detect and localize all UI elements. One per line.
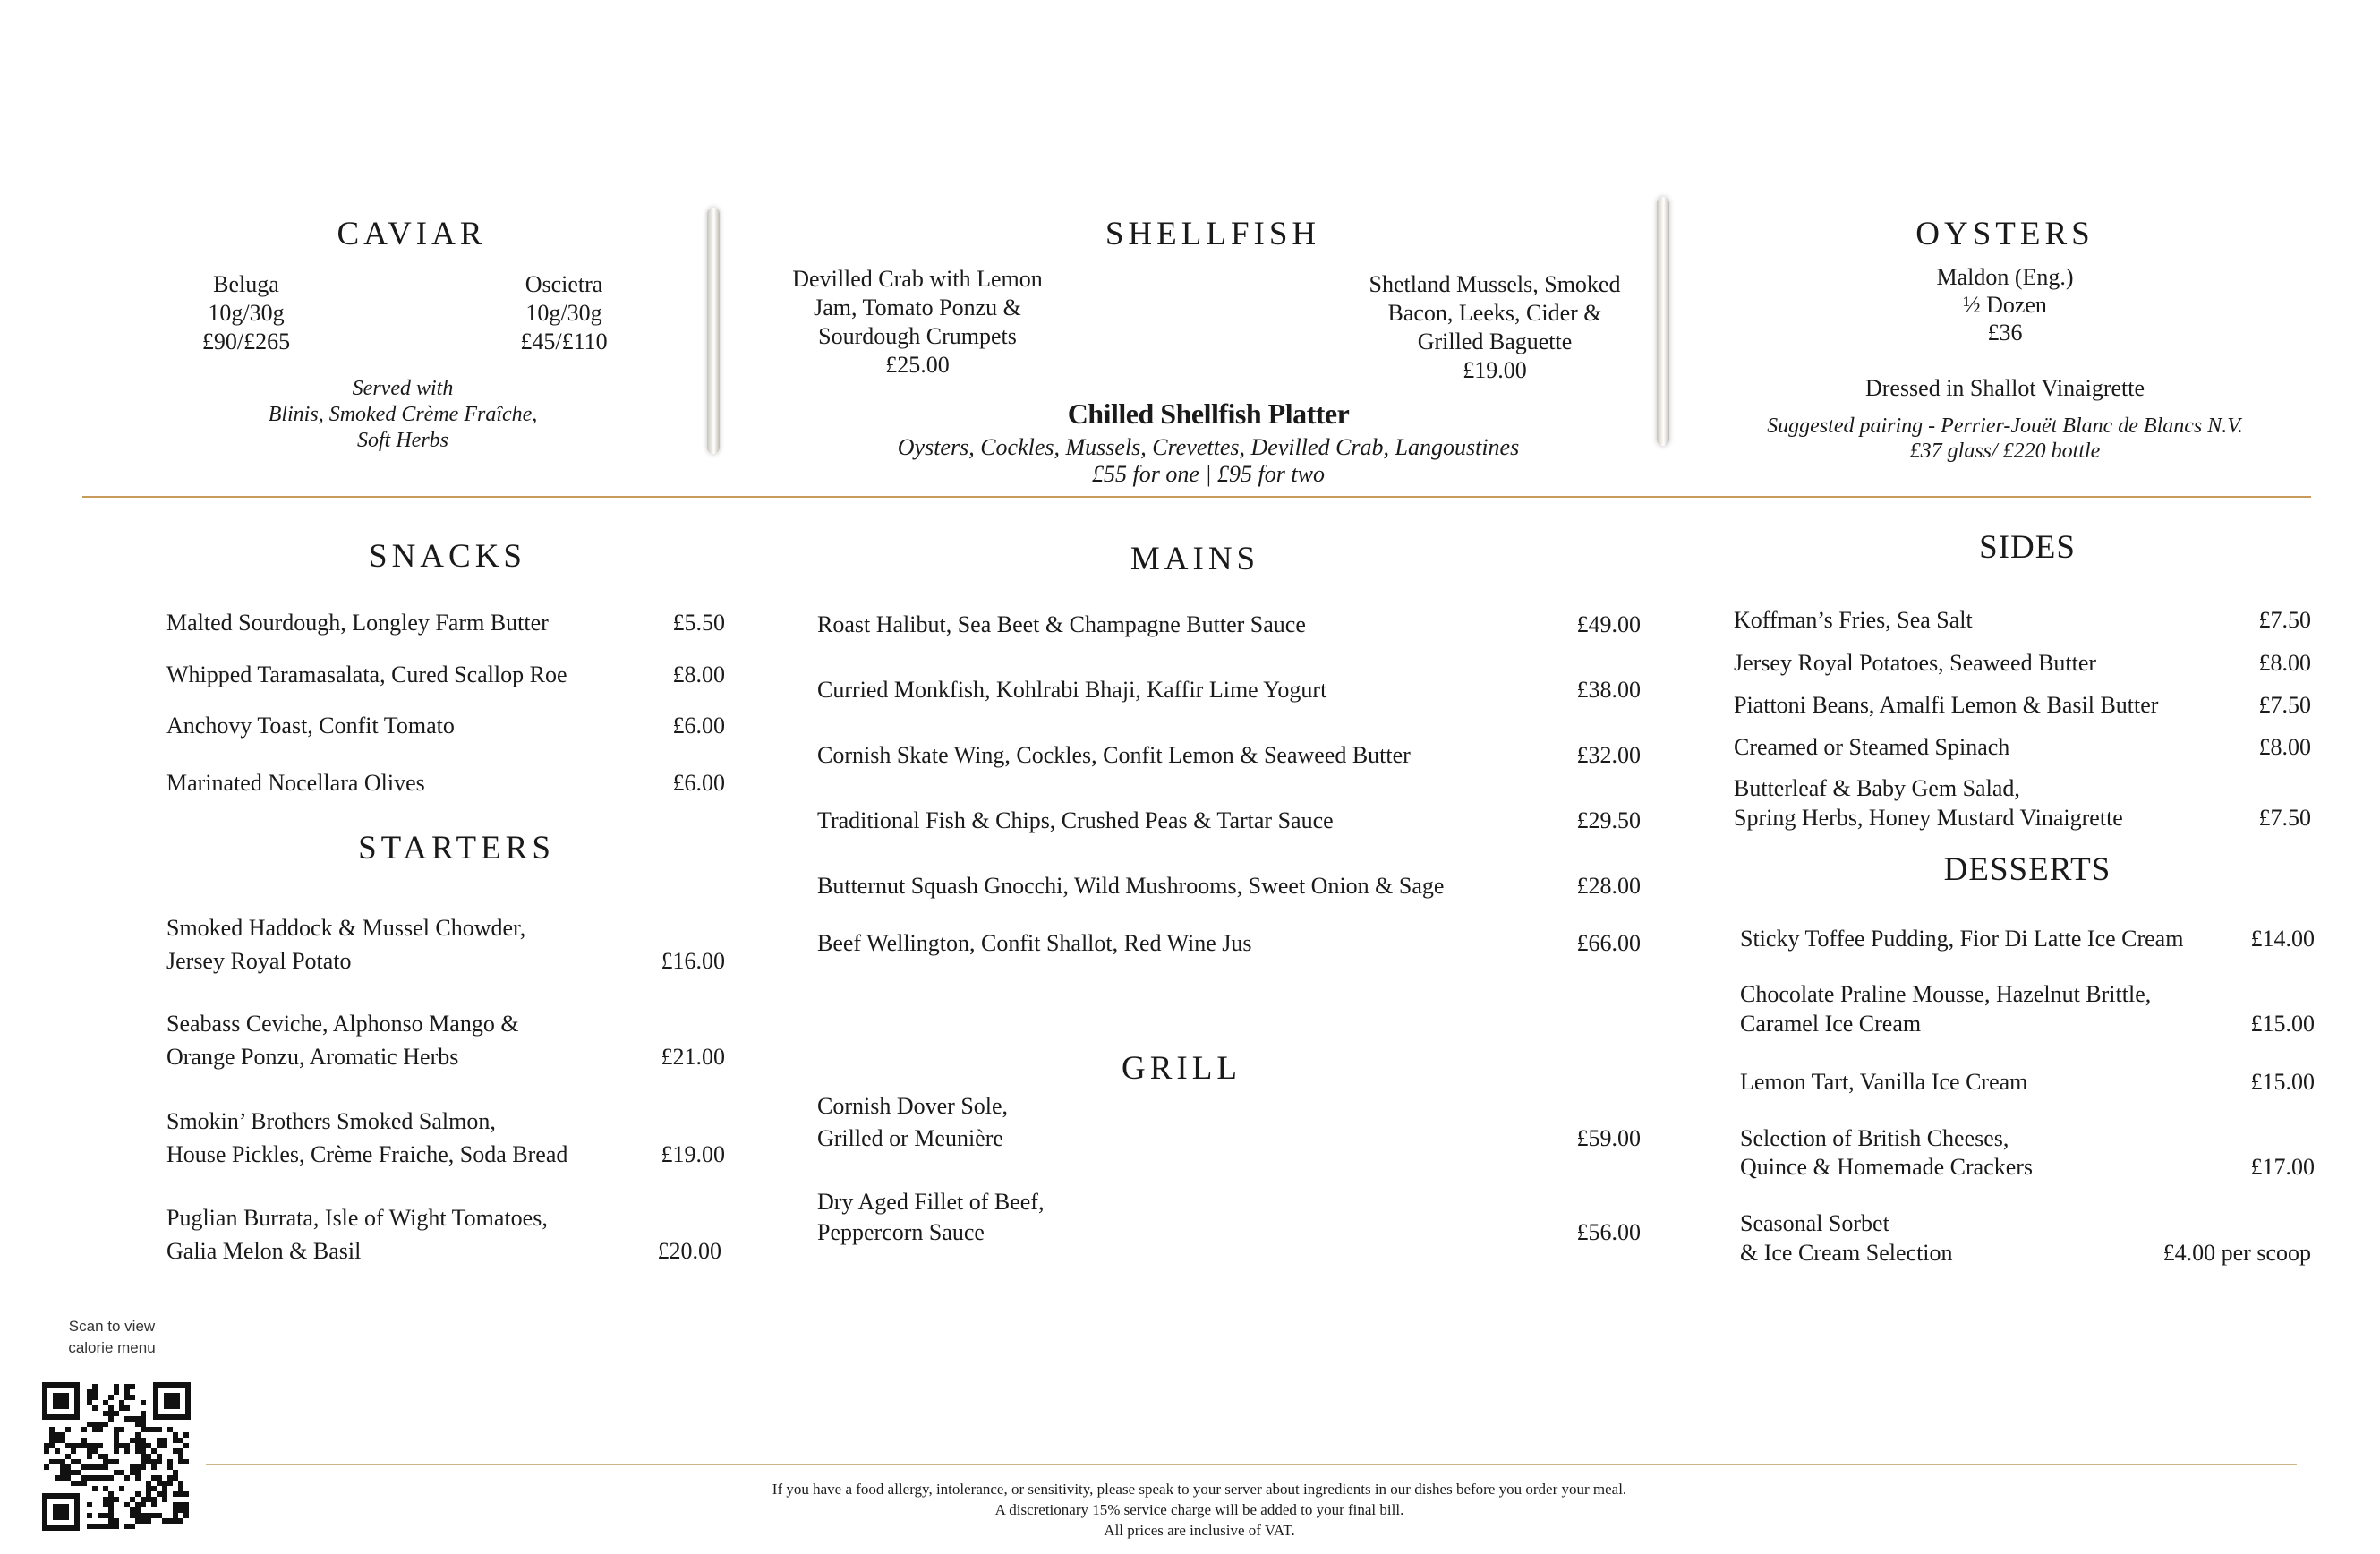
starter-item: [166, 1201, 721, 1268]
beluga-name: Beluga: [213, 271, 279, 297]
caviar-served-with: [224, 376, 582, 454]
decorative-pillar-right: [1657, 197, 1669, 446]
snack-price: £8.00: [672, 662, 725, 687]
mussels-price: £19.00: [1463, 357, 1527, 383]
grill-price: £59.00: [1576, 1125, 1641, 1151]
starter-price: £16.00: [661, 948, 725, 974]
side-price: £8.00: [2258, 650, 2311, 676]
starter-line: Galia Melon & Basil: [166, 1238, 362, 1264]
dessert-line: Caramel Ice Cream: [1740, 1011, 1922, 1037]
dessert-item: [1740, 979, 2315, 1038]
served-line: Served with: [352, 377, 454, 400]
platter-price: £55 for one | £95 for two: [1092, 461, 1325, 487]
desserts-title: DESSERTS: [1943, 851, 2111, 888]
main-name: Butternut Squash Gnocchi, Wild Mushrooms, Sweet Onion & Sage: [817, 873, 1445, 899]
qr-code-icon[interactable]: [42, 1382, 191, 1531]
grill-item: [817, 1090, 1641, 1155]
side-name: Piattoni Beans, Amalfi Lemon & Basil Butter: [1734, 692, 2159, 718]
main-price: £29.50: [1576, 807, 1641, 833]
side-name: Koffman’s Fries, Sea Salt: [1734, 607, 1973, 633]
service-charge-notice: A discretionary 15% service charge will be added to your final bill.: [994, 1501, 1404, 1518]
dessert-name: Sticky Toffee Pudding, Fior Di Latte Ice Cream: [1740, 926, 2184, 952]
snack-price: £6.00: [672, 770, 725, 796]
snack-name: Marinated Nocellara Olives: [166, 770, 425, 796]
starter-item: [166, 911, 725, 978]
main-name: Cornish Skate Wing, Cockles, Confit Lemon & Seaweed Butter: [817, 742, 1411, 768]
snack-name: Anchovy Toast, Confit Tomato: [166, 713, 455, 739]
snack-name: Malted Sourdough, Longley Farm Butter: [166, 610, 549, 636]
sides-title: SIDES: [1979, 529, 2076, 566]
side-line: Spring Herbs, Honey Mustard Vinaigrette: [1734, 805, 2123, 831]
oysters-pairing: Suggested pairing - Perrier-Jouët Blanc de Blancs N.V.: [1767, 414, 2243, 438]
dessert-line: Quince & Homemade Crackers: [1740, 1154, 2034, 1180]
starter-line: House Pickles, Crème Fraiche, Soda Bread: [166, 1141, 568, 1167]
main-price: £38.00: [1576, 677, 1641, 703]
dessert-price: £14.00: [2250, 926, 2315, 952]
starter-item: [166, 1105, 725, 1171]
main-price: £28.00: [1576, 873, 1641, 899]
mussels-line: Shetland Mussels, Smoked: [1369, 271, 1621, 297]
caviar-beluga: [161, 270, 331, 356]
side-line: Butterleaf & Baby Gem Salad,: [1734, 775, 2020, 801]
starters-title: STARTERS: [358, 830, 555, 867]
grill-title: GRILL: [1122, 1050, 1241, 1087]
starter-line: Orange Ponzu, Aromatic Herbs: [166, 1044, 459, 1070]
shellfish-crab: [770, 265, 1065, 380]
grill-line: Cornish Dover Sole,: [817, 1093, 1009, 1119]
snack-price: £5.50: [672, 610, 725, 636]
dessert-line: & Ice Cream Selection: [1740, 1240, 1953, 1266]
shellfish-title: SHELLFISH: [1105, 216, 1321, 252]
crab-line: Sourdough Crumpets: [818, 323, 1017, 349]
starter-line: Seabass Ceviche, Alphonso Mango &: [166, 1011, 519, 1037]
side-price: £7.50: [2258, 692, 2311, 718]
main-price: £49.00: [1576, 611, 1641, 637]
starter-line: Puglian Burrata, Isle of Wight Tomatoes,: [166, 1205, 548, 1231]
crab-line: Jam, Tomato Ponzu &: [814, 295, 1021, 320]
footer-divider: [206, 1464, 2297, 1465]
main-name: Curried Monkfish, Kohlrabi Bhaji, Kaffir Lime Yogurt: [817, 677, 1327, 703]
served-line: Soft Herbs: [357, 429, 448, 452]
dessert-line: Chocolate Praline Mousse, Hazelnut Brittle,: [1740, 981, 2152, 1007]
caviar-oscietra: [479, 270, 649, 356]
oysters-maldon: [1871, 263, 2139, 346]
oyster-price: £36: [1987, 320, 2023, 346]
vat-notice: All prices are inclusive of VAT.: [1104, 1522, 1295, 1539]
mussels-line: Bacon, Leeks, Cider &: [1387, 300, 1602, 326]
dessert-item: [1740, 1124, 2315, 1182]
main-name: Traditional Fish & Chips, Crushed Peas & Tartar Sauce: [817, 807, 1334, 833]
grill-line: Grilled or Meunière: [817, 1125, 1003, 1151]
starter-line: Smoked Haddock & Mussel Chowder,: [166, 915, 526, 941]
decorative-pillar-left: [707, 208, 720, 454]
beluga-size: 10g/30g: [208, 300, 285, 326]
grill-item: [817, 1187, 1641, 1248]
mussels-line: Grilled Baguette: [1417, 329, 1573, 354]
mains-title: MAINS: [1130, 541, 1260, 577]
main-name: Roast Halibut, Sea Beet & Champagne Butter Sauce: [817, 611, 1306, 637]
allergy-notice: If you have a food allergy, intolerance, or sensitivity, please speak to your server about ingredients in our dishes before you order your meal.: [772, 1481, 1627, 1498]
side-price: £7.50: [2258, 805, 2311, 831]
footer-notice: [537, 1479, 1862, 1541]
side-name: Creamed or Steamed Spinach: [1734, 734, 2010, 760]
oyster-qty: ½ Dozen: [1963, 292, 2047, 318]
starter-price: £19.00: [661, 1141, 725, 1167]
grill-price: £56.00: [1576, 1219, 1641, 1245]
oysters-title: OYSTERS: [1915, 216, 2094, 252]
oyster-name: Maldon (Eng.): [1936, 264, 2074, 290]
snack-name: Whipped Taramasalata, Cured Scallop Roe: [166, 662, 567, 687]
crab-price: £25.00: [885, 352, 950, 378]
served-line: Blinis, Smoked Crème Fraîche,: [268, 403, 538, 426]
starter-line: Jersey Royal Potato: [166, 948, 352, 974]
qr-label-line: Scan to view: [68, 1318, 156, 1335]
platter-title: Chilled Shellfish Platter: [1067, 397, 1350, 430]
dessert-price: £15.00: [2250, 1069, 2315, 1095]
oysters-pairing-price: £37 glass/ £220 bottle: [1909, 440, 2101, 463]
dessert-price: £4.00 per scoop: [2162, 1240, 2311, 1266]
side-price: £7.50: [2258, 607, 2311, 633]
side-price: £8.00: [2258, 734, 2311, 760]
dessert-line: Seasonal Sorbet: [1740, 1210, 1889, 1236]
dessert-line: Selection of British Cheeses,: [1740, 1125, 2009, 1151]
snacks-title: SNACKS: [369, 538, 526, 575]
starter-price: £20.00: [657, 1238, 721, 1264]
crab-line: Devilled Crab with Lemon: [792, 266, 1043, 292]
shellfish-mussels: [1347, 270, 1642, 385]
grill-line: Dry Aged Fillet of Beef,: [817, 1189, 1045, 1215]
oscietra-size: 10g/30g: [525, 300, 602, 326]
main-price: £66.00: [1576, 930, 1641, 956]
platter-description: Oysters, Cockles, Mussels, Crevettes, Devilled Crab, Langoustines: [897, 434, 1520, 460]
dessert-item: [1740, 1208, 2311, 1268]
oscietra-name: Oscietra: [525, 271, 603, 297]
main-price: £32.00: [1576, 742, 1641, 768]
grill-line: Peppercorn Sauce: [817, 1219, 985, 1245]
main-name: Beef Wellington, Confit Shallot, Red Wine Jus: [817, 930, 1252, 956]
starter-price: £21.00: [661, 1044, 725, 1070]
oscietra-price: £45/£110: [520, 329, 608, 354]
snack-price: £6.00: [672, 713, 725, 739]
beluga-price: £90/£265: [201, 329, 291, 354]
dessert-price: £15.00: [2250, 1011, 2315, 1037]
caviar-title: CAVIAR: [337, 216, 487, 252]
dessert-price: £17.00: [2250, 1154, 2315, 1180]
starter-line: Smokin’ Brothers Smoked Salmon,: [166, 1108, 496, 1134]
qr-label-line: calorie menu: [68, 1339, 156, 1356]
section-divider: [82, 496, 2311, 498]
starter-item: [166, 1007, 725, 1073]
side-item-salad: [1734, 773, 2311, 832]
side-name: Jersey Royal Potatoes, Seaweed Butter: [1734, 650, 2097, 676]
oysters-dressed: Dressed in Shallot Vinaigrette: [1864, 375, 2145, 401]
qr-label: [36, 1316, 188, 1359]
dessert-name: Lemon Tart, Vanilla Ice Cream: [1740, 1069, 2028, 1095]
